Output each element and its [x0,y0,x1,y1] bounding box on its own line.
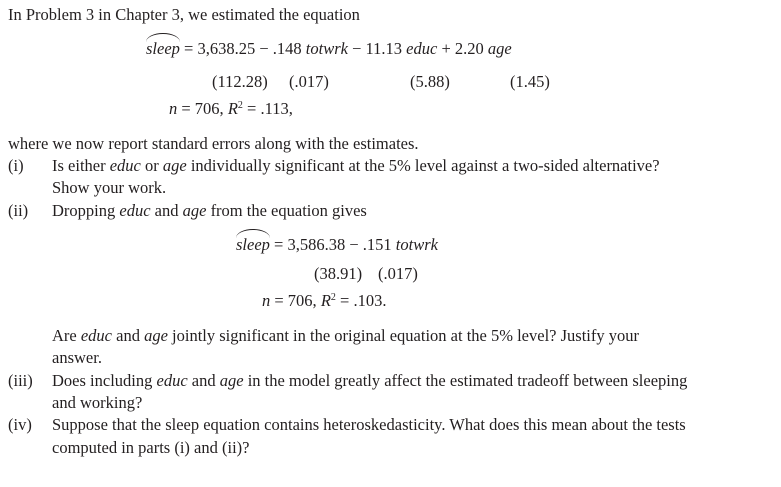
q2b-text: jointly significant in the original equation at the 5% level? Justify your [167,326,639,345]
sleep-hat-variable [146,39,180,59]
question-ii-part2 [52,326,639,346]
question-marker: (i) [8,156,24,175]
question-iv [8,415,686,435]
question-marker: (ii) [8,201,29,220]
intro-text: In Problem 3 in Chapter 3, we estimated the equation [8,5,360,24]
eq1-se-totwrk: (.017) [289,72,329,91]
eq1-lhs: sleep [146,39,180,58]
minus-sign: − [259,39,269,58]
sleep-hat-variable [236,235,270,255]
n-label: n [169,99,178,118]
eq2-var-totwrk: totwrk [395,235,438,254]
minus-sign: − [352,39,362,58]
question-iii-line2: and working? [52,393,143,412]
after-equation-text: where we now report standard errors along with the estimates. [8,134,419,153]
eq1-coef-educ: 11.13 [365,39,403,58]
question-ii [8,201,367,221]
q1-text: or [140,156,163,175]
q1-text: individually significant at the 5% level against a two-sided alternative? [186,156,660,175]
var-age: age [219,371,244,390]
var-educ: educ [119,201,151,220]
equals-sign: = [184,39,194,58]
q3-text: in the model greatly affect the estimated tradeoff between sleeping [243,371,688,390]
hat-accent [236,229,270,238]
eq1-se-intercept: (112.28) [212,72,268,91]
q4-text: Suppose that the sleep equation contains heteroskedasticity. What does this mean about the tests [52,415,686,434]
var-age: age [182,201,207,220]
question-marker: (iii) [8,371,33,390]
r-label: R [320,291,331,310]
q2b-text: and [112,326,145,345]
eq1-coef-totwrk: .148 [272,39,302,58]
q3-text: Does including [52,371,157,390]
eq1-se-age: (1.45) [510,72,550,91]
eq1-var-totwrk: totwrk [305,39,348,58]
q2b-text: Are [52,326,81,345]
q3-text: and [187,371,220,390]
eq2-se-intercept: (38.91) [314,264,363,283]
question-marker: (iv) [8,415,32,434]
r-squared-value: = .113, [242,99,293,118]
eq1-coef-age: 2.20 [454,39,484,58]
var-educ: educ [156,371,188,390]
q1-text: Is either [52,156,110,175]
eq2-se-totwrk: (.017) [378,264,418,283]
var-educ: educ [80,326,113,345]
n-value: = 706, [177,99,228,118]
var-educ: educ [109,156,141,175]
eq2-stats [262,291,386,311]
equation-2 [236,235,438,255]
question-i-line2: Show your work. [52,178,167,197]
n-value: = 706, [270,291,321,310]
q2-text: Dropping [52,201,120,220]
r-superscript: 2 [330,292,336,303]
eq2-intercept: 3,586.38 [287,235,346,254]
eq1-var-age: age [487,39,512,58]
equals-sign: = [274,235,284,254]
q2-text: and [150,201,183,220]
q2-text: from the equation gives [206,201,367,220]
eq2-coef-totwrk: .151 [362,235,392,254]
eq1-var-educ: educ [406,39,438,58]
equation-1 [146,39,512,59]
eq1-se-educ: (5.88) [410,72,450,91]
eq2-lhs: sleep [236,235,270,254]
r-squared-value: = .103. [335,291,387,310]
n-label: n [262,291,271,310]
plus-sign: + [441,39,451,58]
question-i [8,156,660,176]
r-superscript: 2 [237,100,243,111]
eq1-stats [169,99,293,119]
minus-sign: − [349,235,359,254]
r-label: R [227,99,238,118]
var-age: age [162,156,187,175]
question-iv-line2: computed in parts (i) and (ii)? [52,438,250,457]
hat-accent [146,33,180,42]
var-age: age [144,326,168,345]
question-iii [8,371,687,391]
eq1-intercept: 3,638.25 [197,39,256,58]
question-ii-part2-line2: answer. [52,348,102,367]
